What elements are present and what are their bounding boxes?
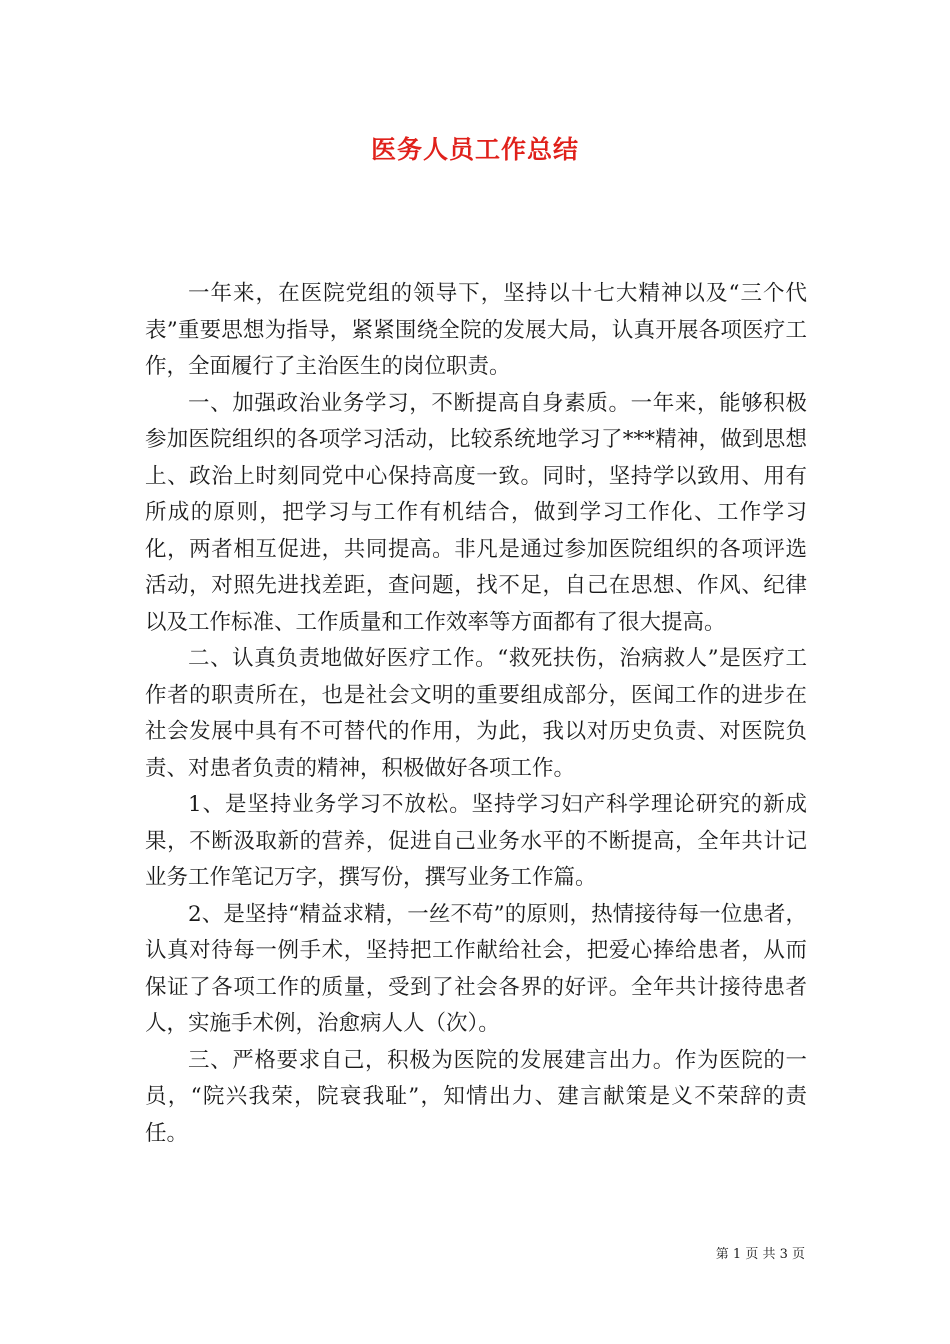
paragraph-item-2: 2、是坚持“精益求精，一丝不苟”的原则，热情接待每一位患者，认真对待每一例手术，坚持把工作献给社会，把爱心捧给患者，从而保证了各项工作的质量，受到了社会各界的好评。全年共计接待患者人，实施手术例，治愈病人人（次）。 [145, 901, 807, 1036]
page-title: 医务人员工作总结 [370, 135, 579, 164]
page-number-footer: 第 1 页 共 3 页 [715, 1247, 805, 1262]
document-body [145, 276, 807, 1152]
paragraph-section-3: 三、严格要求自己，积极为医院的发展建言出力。作为医院的一员，“院兴我荣，院衰我耻”，知情出力、建言献策是义不荣辞的责任。 [145, 1047, 807, 1146]
paragraph-section-2: 二、认真负责地做好医疗工作。“救死扶伤，治病救人”是医疗工作者的职责所在，也是社会文明的重要组成部分，医闻工作的进步在社会发展中具有不可替代的作用，为此，我以对历史负责、对医院负责、对患者负责的精神，积极做好各项工作。 [145, 646, 807, 781]
paragraph-item-1: 1、是坚持业务学习不放松。坚持学习妇产科学理论研究的新成果，不断汲取新的营养，促进自己业务水平的不断提高，全年共计记业务工作笔记万字，撰写份，撰写业务工作篇。 [145, 792, 807, 890]
paragraph-section-1: 一、加强政治业务学习，不断提高自身素质。一年来，能够积极参加医院组织的各项学习活动，比较系统地学习了***精神，做到思想上、政治上时刻同党中心保持高度一致。同时，坚持学以致用、用有所成的原则，把学习与工作有机结合，做到学习工作化、工作学习化，两者相互促进，共同提高。非凡是通过参加医院组织的各项评选活动，对照先进找差距，查问题，找不足，自己在思想、作风、纪律以及工作标准、工作质量和工作效率等方面都有了很大提高。 [145, 390, 807, 635]
paragraph-intro: 一年来，在医院党组的领导下，坚持以十七大精神以及“三个代表”重要思想为指导，紧紧围绕全院的发展大局，认真开展各项医疗工作，全面履行了主治医生的岗位职责。 [145, 281, 807, 379]
